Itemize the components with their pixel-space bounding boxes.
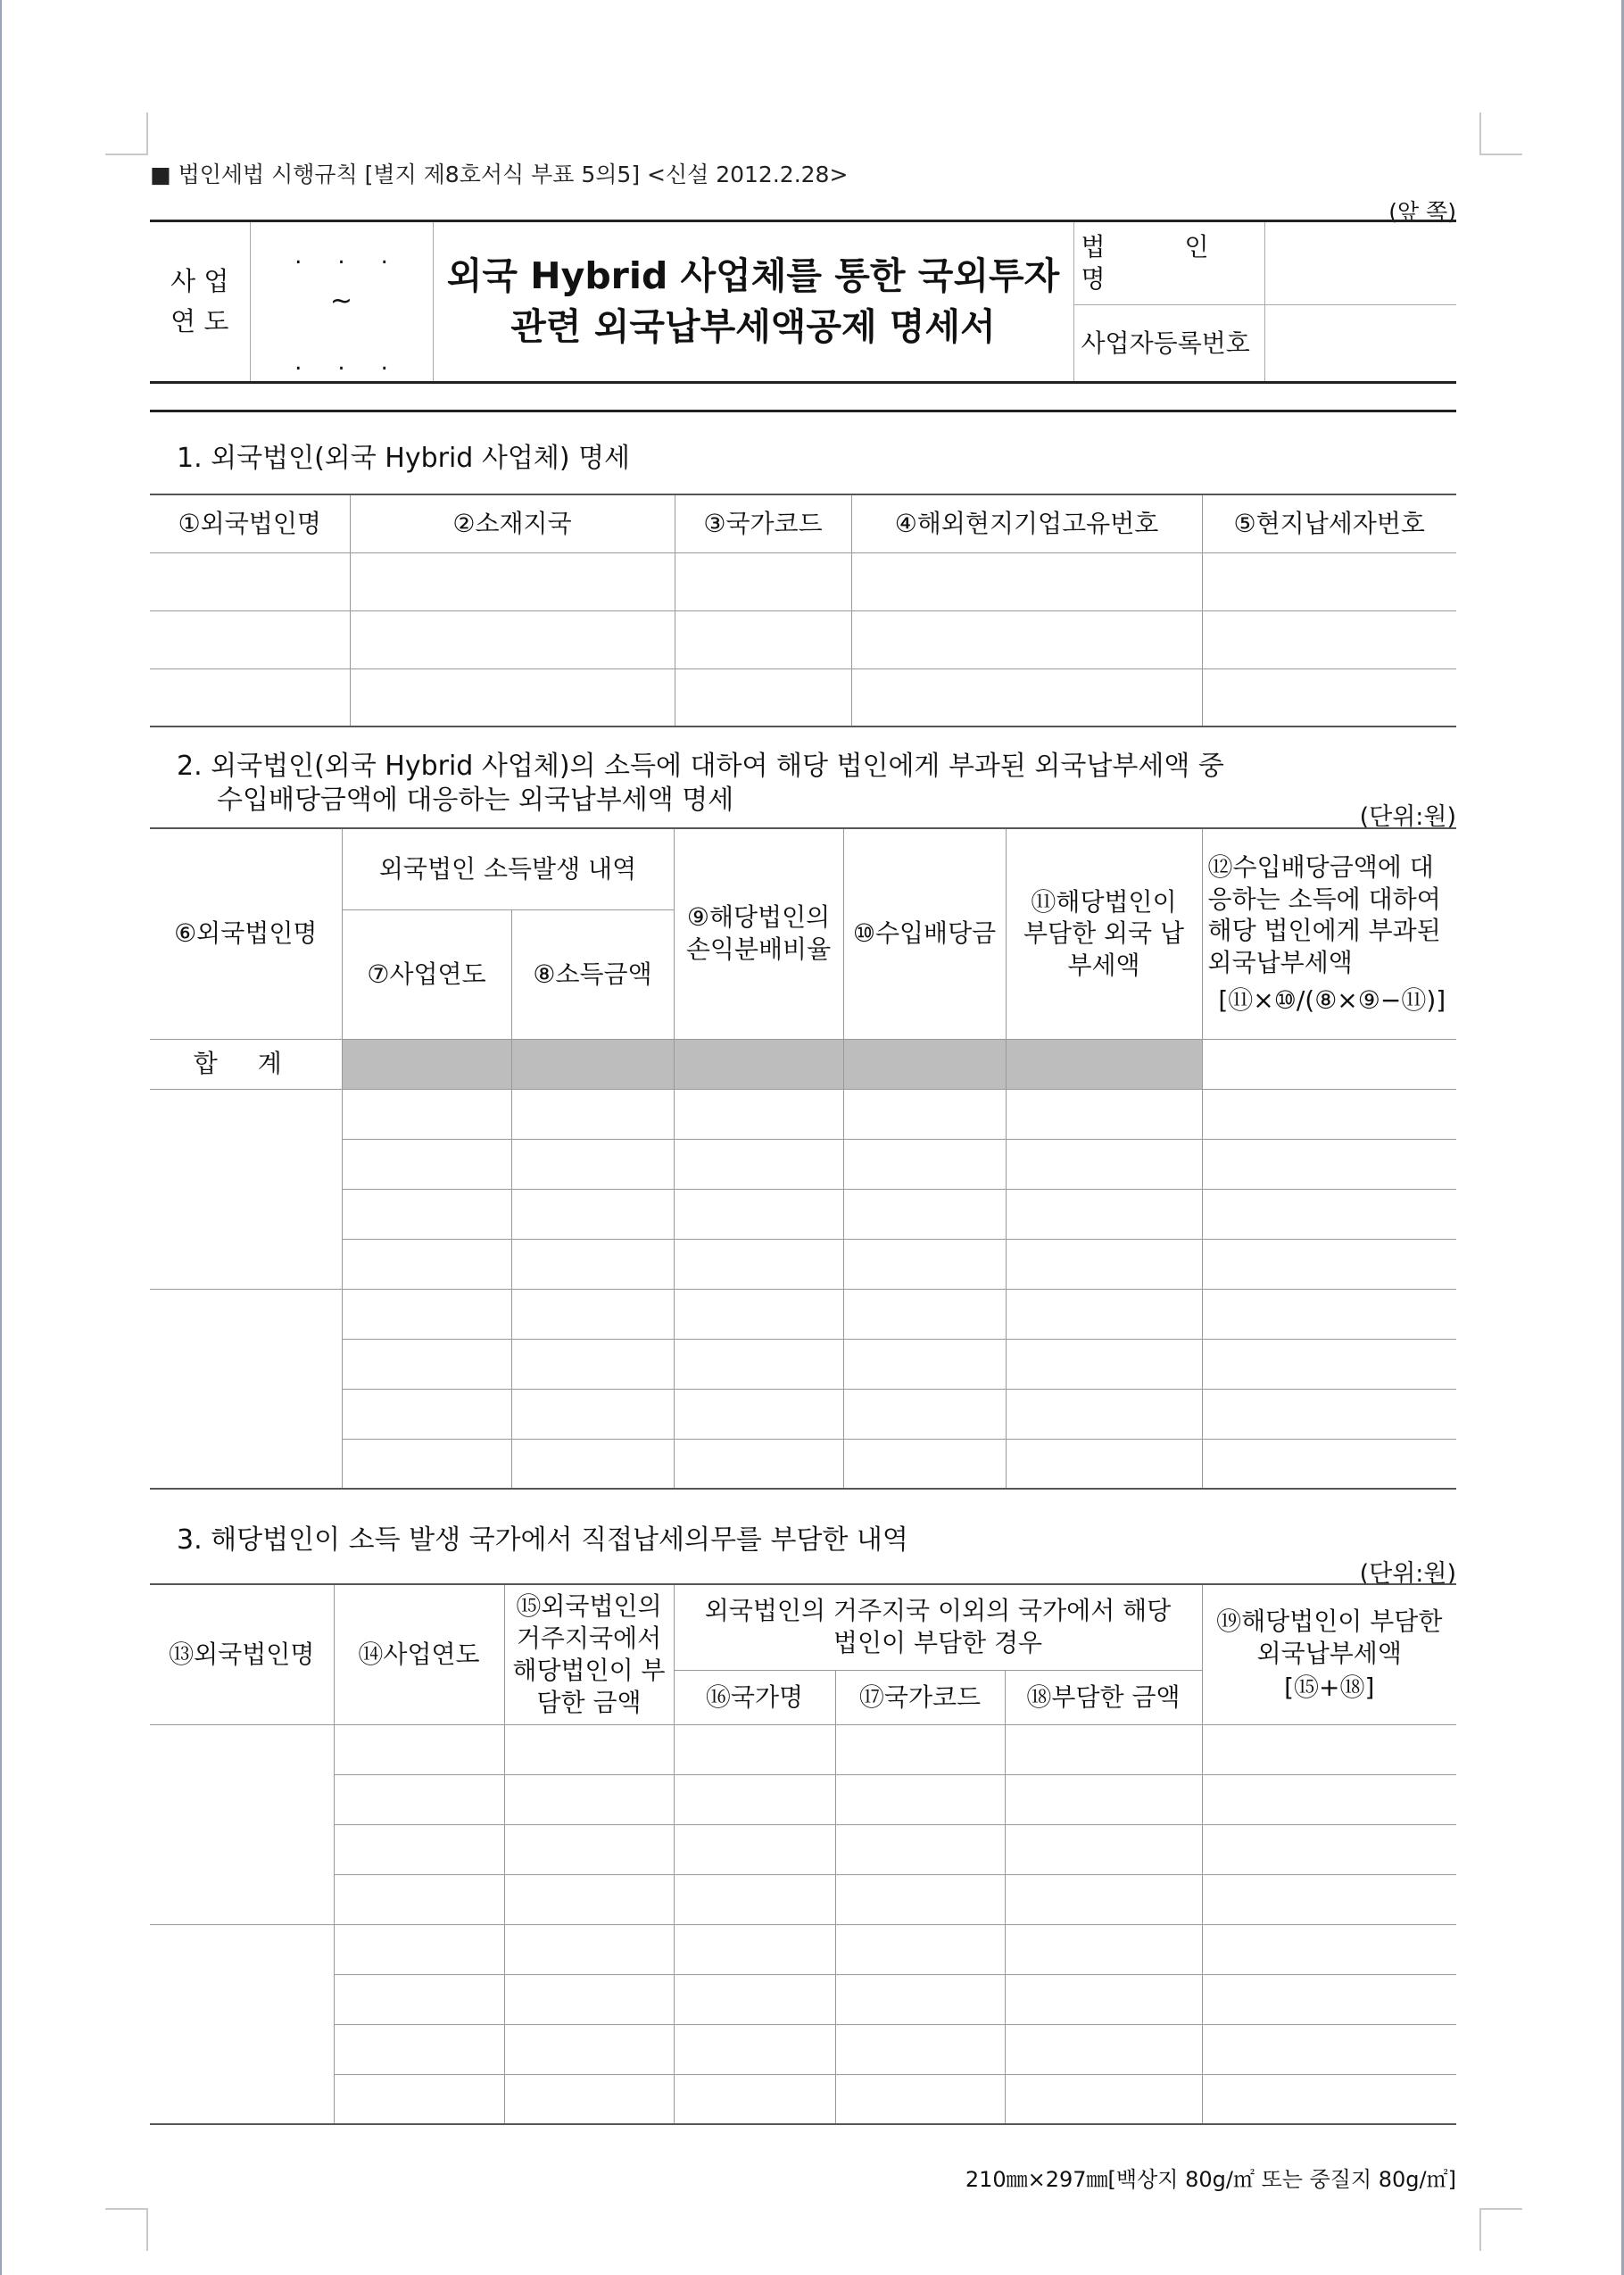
col-dividend-received: ⑩수입배당금 [843,828,1006,1039]
table-cell[interactable] [674,1439,843,1489]
table-cell[interactable] [835,1974,1005,2024]
table-cell[interactable] [675,552,851,610]
col-total-foreign-tax: ⑲해당법인이 부담한 외국납부세액 [⑮+⑱] [1202,1584,1456,1724]
table-cell[interactable] [1202,1924,1456,1974]
table-cell[interactable] [150,1724,334,1924]
table-cell[interactable] [835,2074,1005,2124]
table-cell[interactable] [843,1139,1006,1189]
front-side-label: (앞 쪽) [1388,199,1456,225]
table-cell[interactable] [674,2024,835,2074]
table-cell[interactable] [674,1339,843,1389]
table-cell[interactable] [511,1189,674,1239]
col-local-taxpayer-no: ⑤현지납세자번호 [1202,494,1456,552]
table-cell[interactable] [1202,1774,1456,1824]
section2-title: 2. 외국법인(외국 Hybrid 사업체)의 소득에 대하여 해당 법인에게 부과된 외국납부세액 중 [177,751,1224,782]
table-cell[interactable] [835,1874,1005,1924]
col-business-year: ⑭사업연도 [334,1584,504,1724]
table-cell[interactable] [342,1089,511,1139]
table-cell[interactable] [843,1339,1006,1389]
table-cell[interactable] [350,668,675,727]
table-cell[interactable] [674,2074,835,2124]
table-cell[interactable] [851,552,1202,610]
table-cell[interactable] [674,1874,835,1924]
table-cell[interactable] [1202,1974,1456,2024]
table-cell[interactable] [1006,1289,1202,1339]
table-cell[interactable] [504,1824,674,1874]
table-cell[interactable] [851,668,1202,727]
table-cell[interactable] [843,1189,1006,1239]
other-country-group-header: 외국법인의 거주지국 이외의 국가에서 해당 법인이 부담한 경우 [674,1584,1202,1670]
table-cell[interactable] [511,1389,674,1439]
table-cell[interactable] [150,1924,334,2124]
col-profit-share-ratio: ⑨해당법인의 손익분배비율 [674,828,843,1039]
table-cell[interactable] [835,1774,1005,1824]
col-foreign-tax-borne: ⑪해당법인이 부담한 외국 납부세액 [1006,828,1202,1039]
table-cell[interactable] [511,1089,674,1139]
total-cell [511,1039,674,1089]
table-cell[interactable] [342,1139,511,1189]
col-foreign-corp-name: ⑬외국법인명 [150,1584,334,1724]
total-cell [342,1039,511,1089]
table-cell[interactable] [511,1339,674,1389]
table-cell[interactable] [1006,1339,1202,1389]
table-cell[interactable] [1202,610,1456,668]
table-cell[interactable] [504,1774,674,1824]
table-cell[interactable] [843,1289,1006,1339]
table-row [150,1089,1456,1139]
table-cell[interactable] [1202,2024,1456,2074]
table-cell[interactable] [1005,1774,1202,1824]
biz-reg-field[interactable] [1264,305,1456,383]
total-cell [1006,1039,1202,1089]
corp-name-field[interactable] [1264,221,1456,305]
table-cell[interactable] [334,1924,504,1974]
table-cell[interactable] [150,1289,342,1489]
table-cell[interactable] [1006,1189,1202,1239]
table-row [150,1339,1456,1389]
col-country-code: ⑰국가코드 [835,1670,1005,1724]
table-cell[interactable] [1202,1139,1456,1189]
table-cell[interactable] [674,1139,843,1189]
table-cell[interactable] [1202,1874,1456,1924]
table-cell[interactable] [674,1724,835,1774]
col-country-name: ⑯국가명 [674,1670,835,1724]
table-cell[interactable] [150,552,350,610]
table-cell[interactable] [342,1339,511,1389]
table-cell[interactable] [350,610,675,668]
table-cell[interactable] [150,1089,342,1289]
table-cell[interactable] [835,2024,1005,2074]
table-cell[interactable] [504,1924,674,1974]
table-row [150,1239,1456,1289]
table-cell[interactable] [504,1874,674,1924]
table-cell[interactable] [1202,2074,1456,2124]
table-cell[interactable] [674,1924,835,1974]
table-cell[interactable] [334,2024,504,2074]
table-cell[interactable] [334,1824,504,1874]
table-cell[interactable] [1005,1874,1202,1924]
section1-title: 1. 외국법인(외국 Hybrid 사업체) 명세 [177,443,631,474]
table-cell[interactable] [843,1439,1006,1489]
table-cell[interactable] [334,1874,504,1924]
table-cell[interactable] [674,1089,843,1139]
table-cell[interactable] [843,1089,1006,1139]
table-cell[interactable] [674,1824,835,1874]
period-label: 사 업 연 도 [150,221,250,383]
table-row [150,1824,1456,1874]
table-cell[interactable] [334,1974,504,2024]
col-amount-in-residence-country: ⑮외국법인의 거주지국에서 해당법인이 부담한 금액 [504,1584,674,1724]
table-cell[interactable] [334,1774,504,1824]
table-cell[interactable] [1005,1974,1202,2024]
paper-spec-footer: 210㎜×297㎜[백상지 80g/㎡ 또는 중질지 80g/㎡] [965,2167,1456,2192]
table-row [150,1774,1456,1824]
col-business-year: ⑦사업연도 [342,909,511,1039]
col-foreign-corp-name: ①외국법인명 [150,494,350,552]
table-row [150,668,1456,727]
table-cell[interactable] [1202,1389,1456,1439]
table-cell[interactable] [674,1189,843,1239]
section1-table [150,494,1456,727]
table-cell[interactable] [1005,2024,1202,2074]
table-cell[interactable] [511,1289,674,1339]
table-cell[interactable] [674,1239,843,1289]
table-cell[interactable] [1202,1289,1456,1339]
table-cell[interactable] [1006,1389,1202,1439]
formula-19: [⑮+⑱] [1284,1672,1375,1702]
table-cell[interactable] [150,610,350,668]
formula-12: [⑪×⑩/(⑧×⑨−⑪)] [1218,984,1446,1015]
col-country-code: ③국가코드 [675,494,851,552]
table-cell[interactable] [504,2074,674,2124]
table-cell[interactable] [1006,1239,1202,1289]
form-reference: ■ 법인세법 시행규칙 [별지 제8호서식 부표 5의5] <신설 2012.2.28> [150,162,849,187]
section2-title-line2: 수입배당금액에 대응하는 외국납부세액 명세 [217,785,734,816]
table-cell[interactable] [675,610,851,668]
corp-name-label: 법 인 명 [1073,221,1264,305]
col-income-amount: ⑧소득금액 [511,909,674,1039]
table-cell[interactable] [1202,552,1456,610]
table-cell[interactable] [504,2024,674,2074]
table-cell[interactable] [1202,1089,1456,1139]
table-cell[interactable] [1202,1824,1456,1874]
table-row [150,1389,1456,1439]
total-cell [674,1039,843,1089]
total-label: 합 계 [150,1039,342,1089]
table-cell[interactable] [843,1239,1006,1289]
table-row [150,1289,1456,1339]
table-cell[interactable] [350,552,675,610]
total-cell[interactable] [1202,1039,1456,1089]
table-cell[interactable] [1006,1089,1202,1139]
table-cell[interactable] [1005,1824,1202,1874]
table-cell[interactable] [1005,2074,1202,2124]
table-cell[interactable] [835,1924,1005,1974]
table-row [150,2024,1456,2074]
table-row [150,1189,1456,1239]
col-amount-borne: ⑱부담한 금액 [1005,1670,1202,1724]
table-row [150,1974,1456,2024]
total-cell [843,1039,1006,1089]
section2-table [150,827,1456,1490]
col-country-of-location: ②소재지국 [350,494,675,552]
table-cell[interactable] [674,1974,835,2024]
table-cell[interactable] [674,1289,843,1339]
form-header [150,220,1456,384]
section3-title: 3. 해당법인이 소득 발생 국가에서 직접납세의무를 부담한 내역 [177,1524,908,1556]
table-row [150,1139,1456,1189]
table-cell[interactable] [150,668,350,727]
table-cell[interactable] [1202,668,1456,727]
table-cell[interactable] [342,1389,511,1439]
table-cell[interactable] [504,1974,674,2024]
section3-unit: (단위:원) [1359,1560,1456,1588]
table-row [150,610,1456,668]
table-cell[interactable] [674,1774,835,1824]
table-row [150,1724,1456,1774]
table-cell[interactable] [1202,1439,1456,1489]
form-title: 외국 Hybrid 사업체를 통한 국외투자 관련 외국납부세액공제 명세서 [433,221,1073,383]
table-row [150,1874,1456,1924]
table-cell[interactable] [675,668,851,727]
table-cell[interactable] [1006,1439,1202,1489]
table-cell[interactable] [511,1139,674,1189]
table-row [150,1439,1456,1489]
table-cell[interactable] [674,1389,843,1439]
table-cell[interactable] [1006,1139,1202,1189]
table-cell[interactable] [851,610,1202,668]
table-cell[interactable] [1005,1924,1202,1974]
table-row [150,2074,1456,2124]
table-cell[interactable] [511,1239,674,1289]
table-cell[interactable] [504,1724,674,1774]
table-cell[interactable] [835,1724,1005,1774]
table-cell[interactable] [511,1439,674,1489]
table-cell[interactable] [334,1724,504,1774]
section2-unit: (단위:원) [1359,803,1456,831]
table-cell[interactable] [1202,1339,1456,1389]
col-corresponding-foreign-tax: ⑫수입배당금액에 대응하는 소득에 대하여 해당 법인에게 부과된 외국납부세액 [⑪×⑩/(⑧×⑨−⑪)] [1202,828,1456,1039]
table-row [150,1924,1456,1974]
table-cell[interactable] [334,2074,504,2124]
table-cell[interactable] [1202,1239,1456,1289]
col-overseas-company-id: ④해외현지기업고유번호 [851,494,1202,552]
table-cell[interactable] [843,1389,1006,1439]
table-cell[interactable] [342,1189,511,1239]
table-cell[interactable] [835,1824,1005,1874]
table-cell[interactable] [342,1289,511,1339]
table-row [150,552,1456,610]
col-foreign-corp-name: ⑥외국법인명 [150,828,342,1039]
section3-table [150,1583,1456,2125]
table-cell[interactable] [1202,1189,1456,1239]
period-input[interactable]: ... ~ ... [250,221,433,383]
biz-reg-label: 사업자등록번호 [1073,305,1264,383]
table-cell[interactable] [342,1239,511,1289]
table-cell[interactable] [1005,1724,1202,1774]
table-cell[interactable] [342,1439,511,1489]
table-cell[interactable] [1202,1724,1456,1774]
income-group-header: 외국법인 소득발생 내역 [342,828,674,909]
total-row [150,1039,1456,1089]
